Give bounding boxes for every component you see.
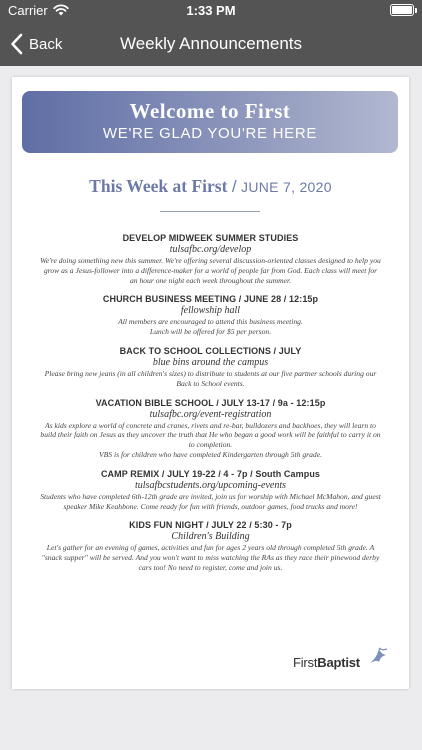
event-description: VBS is for children who have completed Kindergarten through 5th grade. xyxy=(99,449,322,459)
event-item xyxy=(40,519,381,572)
event-location: tulsafbc.org/develop xyxy=(169,244,252,255)
event-title: CHURCH BUSINESS MEETING / JUNE 28 / 12:15p xyxy=(102,294,319,305)
status-bar xyxy=(0,0,422,22)
divider xyxy=(160,211,260,212)
event-item xyxy=(40,397,381,460)
event-item xyxy=(40,345,381,389)
event-location: Children's Building xyxy=(171,531,250,543)
logo-wordmark xyxy=(293,655,360,670)
week-heading-date: JUNE 7, 2020 xyxy=(241,179,332,195)
event-title: VACATION BIBLE SCHOOL / JULY 13-17 / 9a - 12:15p xyxy=(95,397,326,408)
battery-icon xyxy=(390,4,414,16)
welcome-banner xyxy=(22,91,398,153)
carrier-label: Carrier xyxy=(8,3,48,18)
event-description: Lunch will be offered for $5 per person. xyxy=(149,327,272,337)
banner-title: Welcome to First xyxy=(129,99,291,123)
page-title: Weekly Announcements xyxy=(119,34,303,53)
week-heading-title: This Week at First xyxy=(89,176,228,196)
event-location: tulsafbc.org/event-registration xyxy=(149,408,272,420)
battery-tip xyxy=(415,8,417,13)
announcement-sheet xyxy=(12,77,409,689)
event-description: Please bring new jeans (in all children's sizes) to distribute to students at our five partner schools during our Back to School events. xyxy=(44,368,377,388)
week-heading xyxy=(12,176,409,197)
clock-label: 1:33 PM xyxy=(186,3,236,18)
event-location: fellowship hall xyxy=(180,305,241,317)
back-button-label: Back xyxy=(29,35,63,53)
week-heading-separator: / xyxy=(231,177,237,196)
event-title: CAMP REMIX / JULY 19-22 / 4 - 7p / South Campus xyxy=(100,468,321,479)
banner-subtitle: WE'RE GLAD YOU'RE HERE xyxy=(102,125,318,142)
event-description: We're doing something new this summer. We're offering several discussion-oriented classes designed to help you grow as a Jesus-follower into a difference-maker for a world of people far from God. Each class will meet for an hour one night each week throughout the summer. xyxy=(40,256,381,285)
event-item xyxy=(40,232,381,285)
event-title: BACK TO SCHOOL COLLECTIONS / JULY xyxy=(119,345,302,356)
logo-text-baptist: Baptist xyxy=(317,655,360,670)
dove-icon xyxy=(367,645,389,672)
event-description: All members are encouraged to attend this business meeting. xyxy=(118,317,303,327)
navigation-header xyxy=(0,0,422,66)
event-item xyxy=(40,293,381,337)
event-location: blue bins around the campus xyxy=(152,356,269,368)
event-item xyxy=(40,468,381,512)
event-title: KIDS FUN NIGHT / JULY 22 / 5:30 - 7p xyxy=(129,520,292,531)
church-logo xyxy=(293,645,393,675)
event-description: Students who have completed 6th-12th grade are invited, join us for worship with Michael McMahon, and guest speaker Mike Keahbone. Come ready for fun with friends, outdoor games, food trucks and more! xyxy=(40,491,381,511)
event-title: DEVELOP MIDWEEK SUMMER STUDIES xyxy=(122,233,299,243)
event-list xyxy=(40,232,381,581)
event-description: Let's gather for an evening of games, activities and fun for ages 2 years old through completed 5th grade. A "snack supper" will be served. And you won't want to miss watching the RAs as they race their pinewood derby cars too! No need to register, come and join us. xyxy=(41,543,380,572)
event-description: As kids explore a world of concrete and cranes, rivets and re-bar, bulldozers and backhoes, they will learn to build their faith on Jesus as they uncover the truth that He who began a good work will be faithful to carry it on to completion. xyxy=(40,420,381,450)
logo-text-first: First xyxy=(293,655,318,670)
nav-bar xyxy=(0,22,422,66)
event-location: tulsafbcstudents.org/upcoming-events xyxy=(135,479,286,491)
